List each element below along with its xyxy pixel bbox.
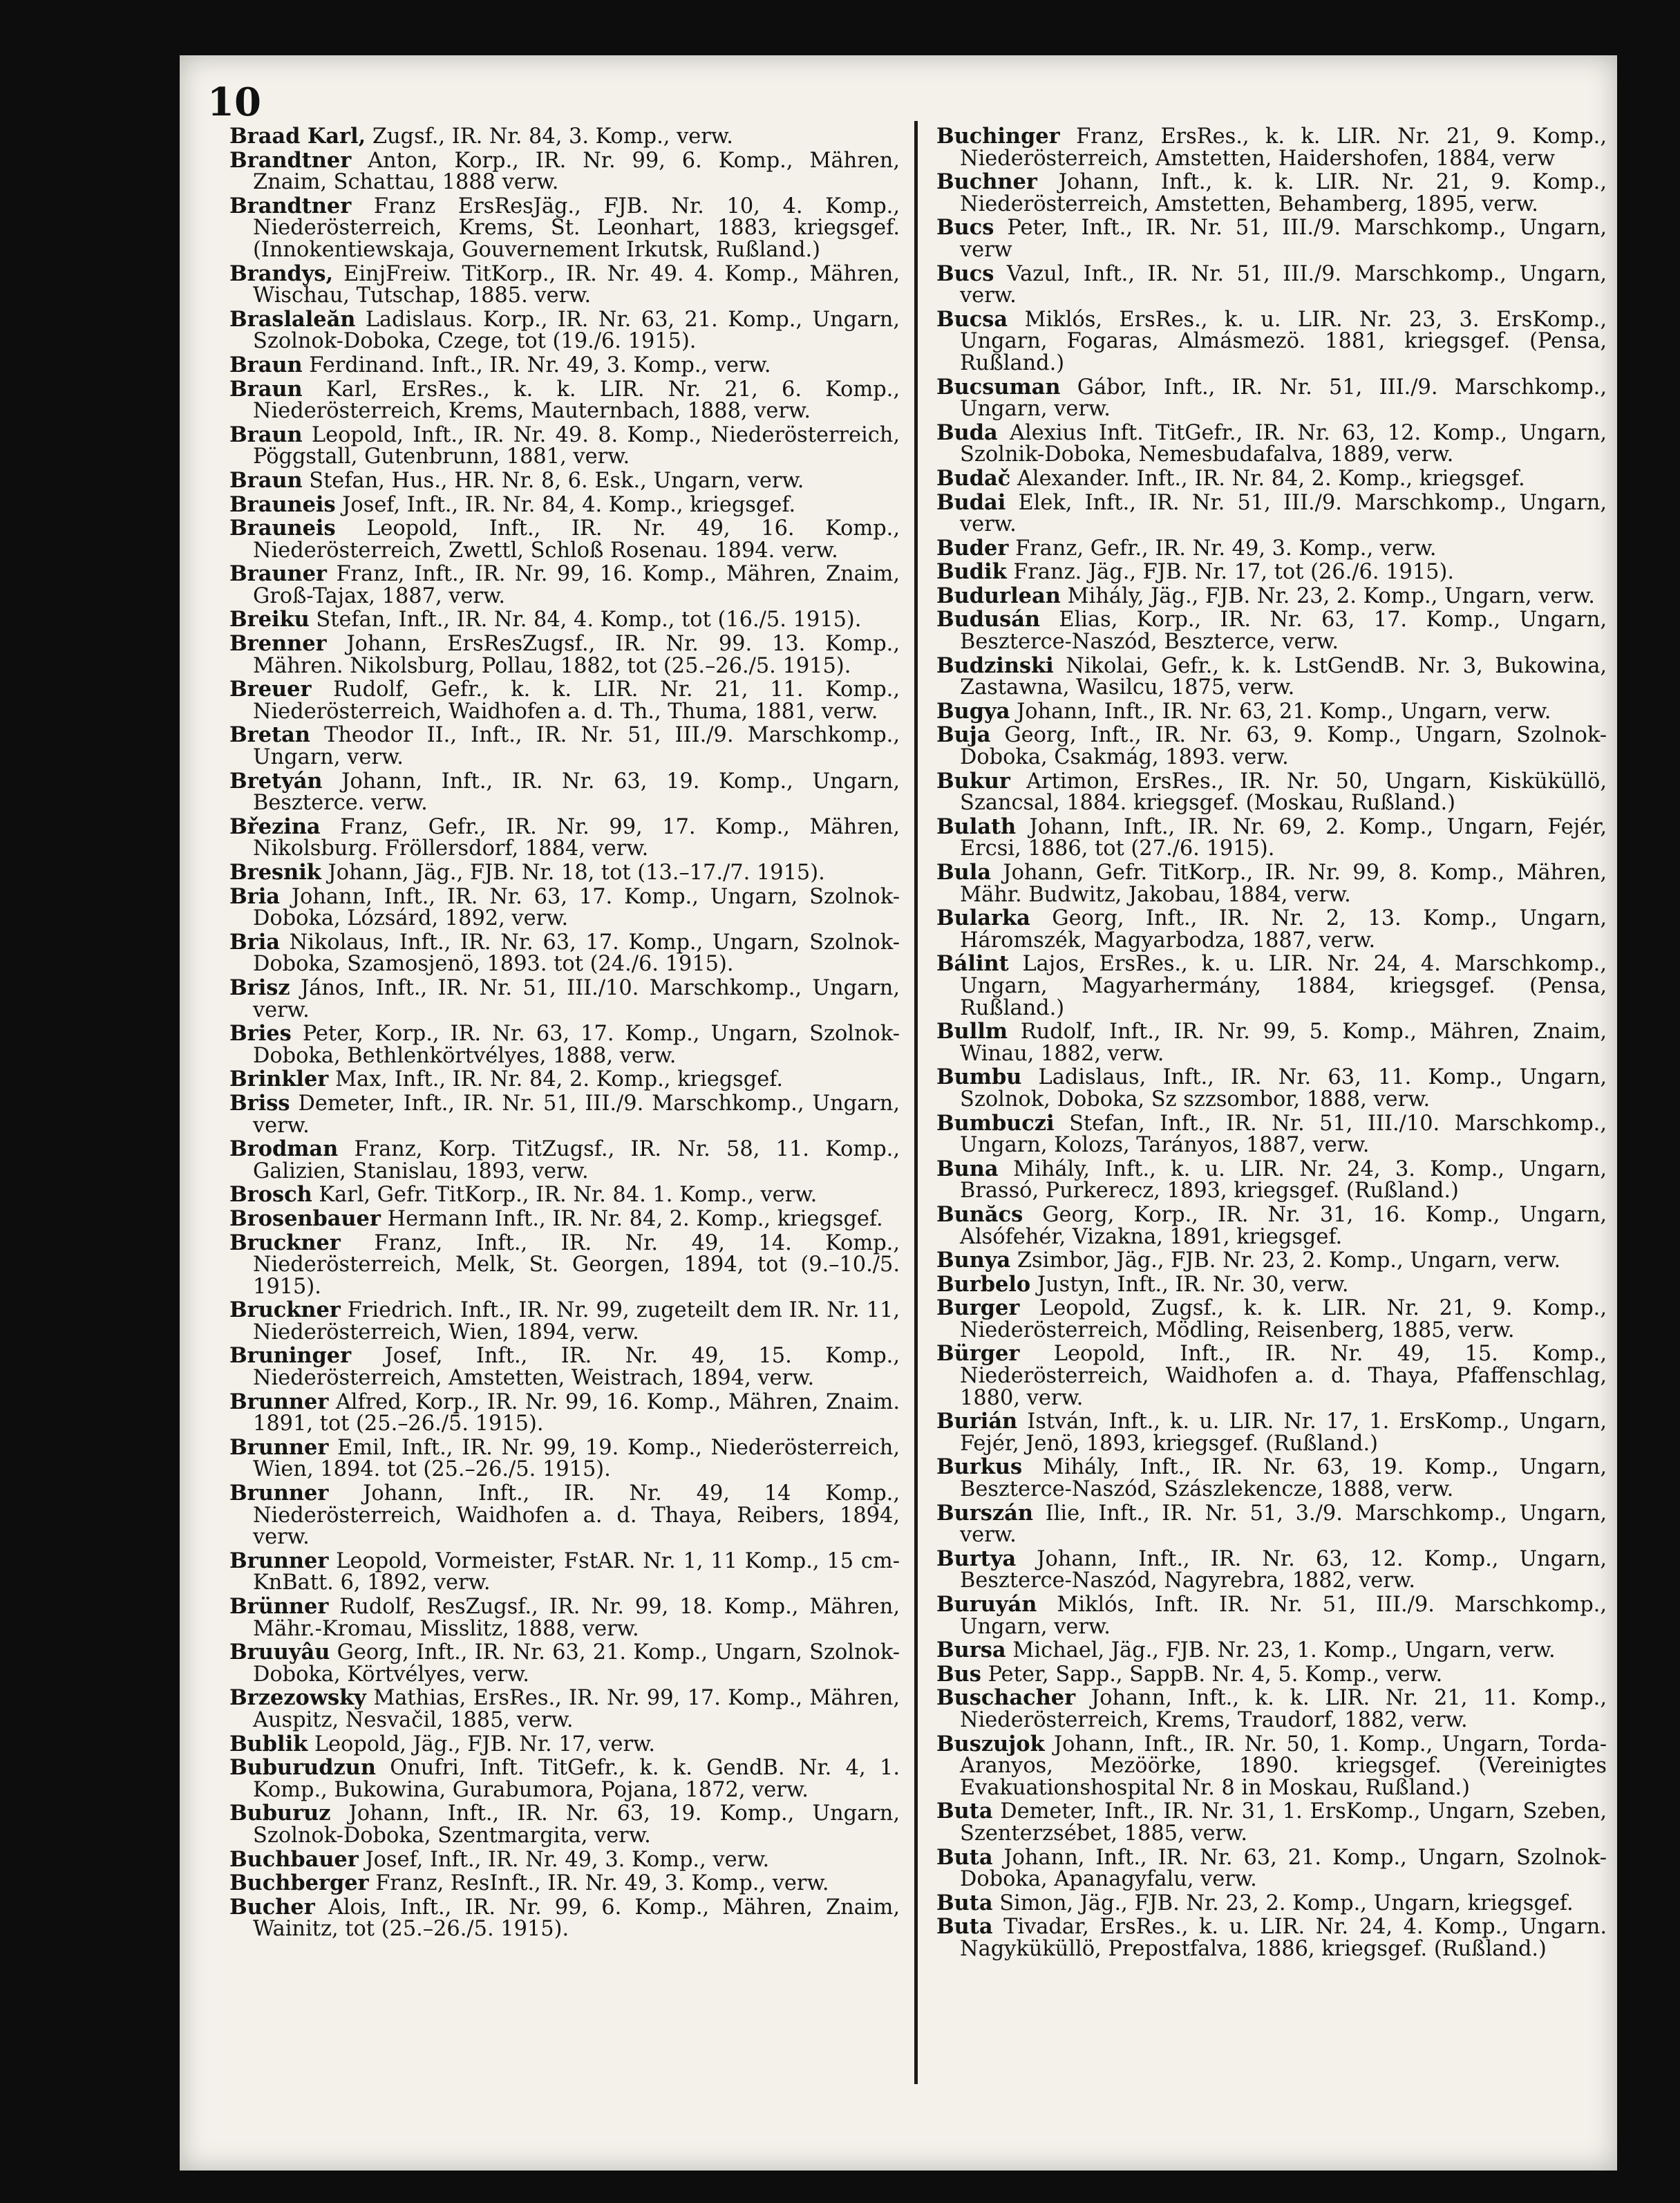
- roster-entry: [936, 768, 1607, 816]
- entry-details: Franz, Gefr., IR. Nr. 99, 17. Komp., Mähren, Nikolsburg. Fröllersdorf, 1884, verw.: [253, 814, 900, 861]
- entry-surname: Bulath: [936, 814, 1017, 839]
- entry-details: Franz, Korp. TitZugsf., IR. Nr. 58, 11. Komp., Galizien, Stanislau, 1893, verw.: [253, 1137, 900, 1183]
- entry-details: Demeter, Inft., IR. Nr. 31, 1. ErsKomp., Ungarn, Szeben, Szenterzsébet, 1885, verw.: [960, 1799, 1607, 1846]
- entry-details: Theodor II., Inft., IR. Nr. 51, III./9. Marschkomp., Ungarn, verw.: [253, 723, 900, 770]
- entry-surname: Brauneis: [229, 491, 336, 517]
- roster-entry: [936, 1343, 1607, 1409]
- roster-entry: [936, 585, 1607, 608]
- entry-surname: Budurlean: [936, 583, 1061, 608]
- entry-surname: Burger: [936, 1295, 1020, 1321]
- entry-details: Zsimbor, Jäg., FJB. Nr. 23, 2. Komp., Ungarn, verw.: [1017, 1248, 1561, 1273]
- roster-entry: [229, 977, 900, 1021]
- entry-surname: Bucs: [936, 261, 994, 286]
- entry-surname: Brunner: [229, 1389, 329, 1414]
- roster-entry: [936, 1594, 1607, 1638]
- roster-entry: [936, 953, 1607, 1019]
- entry-details: János, Inft., IR. Nr. 51, III./10. Marschkomp., Ungarn, verw.: [253, 975, 900, 1022]
- entry-surname: Bucsuman: [936, 374, 1061, 400]
- entry-surname: Bucsa: [936, 306, 1008, 332]
- entry-surname: Bria: [229, 883, 280, 909]
- entry-surname: Buburudzun: [229, 1755, 376, 1781]
- entry-surname: Braad Karl,: [229, 124, 366, 149]
- entry-details: Josef, Inft., IR. Nr. 49, 3. Komp., verw.: [365, 1847, 770, 1872]
- roster-entry: [936, 1021, 1607, 1065]
- roster-entry: [936, 1661, 1607, 1687]
- entry-details: Rudolf, ResZugsf., IR. Nr. 99, 18. Komp., Mähren, Mähr.-Kromau, Misslitz, 1888, verw.: [253, 1595, 900, 1641]
- entry-details: Alexander. Inft., IR. Nr. 84, 2. Komp., kriegsgef.: [1017, 466, 1525, 491]
- roster-entry: [936, 1916, 1607, 1960]
- entry-surname: Budik: [936, 559, 1007, 585]
- roster-entry: [229, 768, 900, 816]
- entry-details: Justyn, Inft., IR. Nr. 30, verw.: [1037, 1272, 1349, 1297]
- roster-entry: [229, 883, 900, 931]
- roster-entry: [936, 374, 1607, 422]
- entry-details: Artimon, ErsRes., IR. Nr. 50, Ungarn, Kisküküllö, Szancsal, 1884. kriegsgef. (Moskau, Rußland.): [960, 769, 1607, 816]
- roster-entry: [229, 193, 900, 262]
- entry-details: Josef, Inft., IR. Nr. 49, 15. Komp., Niederösterreich, Amstetten, Weistrach, 1894, verw.: [253, 1344, 900, 1391]
- entry-details: Peter, Sapp., SappB. Nr. 4, 5. Komp., verw.: [988, 1662, 1443, 1687]
- entry-details: Nikolai, Gefr., k. k. LstGendB. Nr. 3, Bukowina, Zastawna, Wasilcu, 1875, verw.: [960, 653, 1607, 700]
- roster-entry: [229, 563, 900, 607]
- entry-surname: Budzinski: [936, 653, 1054, 678]
- entry-details: Rudolf, Inft., IR. Nr. 99, 5. Komp., Mähren, Znaim, Winau, 1882, verw.: [960, 1020, 1607, 1066]
- roster-entry: [936, 126, 1607, 169]
- entry-details: Johann, Inft., IR. Nr. 63, 21. Komp., Ungarn, Szolnok-Doboka, Apanagyfalu, verw.: [960, 1845, 1607, 1892]
- column-divider: [914, 121, 918, 2084]
- entry-details: Johann, Inft., IR. Nr. 63, 19. Komp., Ungarn, Szolnok-Doboka, Szentmargita, verw.: [253, 1801, 900, 1848]
- roster-entry: [936, 655, 1607, 699]
- entry-details: Alois, Inft., IR. Nr. 99, 6. Komp., Mähren, Znaim, Wainitz, tot (25.–26./5. 1915).: [253, 1895, 900, 1942]
- entry-surname: Brosch: [229, 1182, 312, 1208]
- right-column: [936, 126, 1607, 1962]
- entry-details: EinjFreiw. TitKorp., IR. Nr. 49. 4. Komp., Mähren, Wischau, Tutschap, 1885. verw.: [253, 261, 900, 308]
- entry-details: Johann, Gefr. TitKorp., IR. Nr. 99, 8. Komp., Mähren, Mähr. Budwitz, Jakobau, 1884, verw.: [960, 861, 1607, 907]
- roster-entry: [229, 1391, 900, 1435]
- roster-entry: [229, 1297, 900, 1344]
- roster-entry: [936, 1731, 1607, 1800]
- roster-entry: [229, 1232, 900, 1298]
- roster-entry: [936, 561, 1607, 583]
- roster-entry: [936, 862, 1607, 906]
- entry-surname: Bularka: [936, 906, 1030, 931]
- entry-surname: Brandtner: [229, 193, 352, 218]
- roster-entry: [936, 217, 1607, 261]
- entry-details: Rudolf, Gefr., k. k. LIR. Nr. 21, 11. Komp., Niederösterreich, Waidhofen a. d. Th., Thuma, 1881, verw.: [253, 677, 900, 724]
- entry-surname: Buschacher: [936, 1685, 1076, 1711]
- roster-entry: [936, 306, 1607, 375]
- roster-entry: [229, 1483, 900, 1548]
- entry-surname: Bumbu: [936, 1065, 1022, 1090]
- roster-entry: [936, 465, 1607, 491]
- roster-entry: [229, 633, 900, 677]
- entry-details: Leopold, Inft., IR. Nr. 49, 15. Komp., Niederösterreich, Waidhofen a. d. Thaya, Pfaffenschlag, 1880, verw.: [960, 1342, 1607, 1410]
- entry-surname: Budusán: [936, 607, 1041, 632]
- left-column: [229, 126, 900, 1942]
- entry-details: Peter, Korp., IR. Nr. 63, 17. Komp., Ungarn, Szolnok-Doboka, Bethlenkörtvélyes, 1888, verw.: [253, 1022, 900, 1068]
- entry-surname: Burbelo: [936, 1271, 1031, 1297]
- roster-entry: [229, 1550, 900, 1594]
- entry-surname: Buchbauer: [229, 1846, 359, 1872]
- roster-entry: [936, 1801, 1607, 1844]
- roster-entry: [229, 1069, 900, 1091]
- entry-details: Johann, Inft., IR. Nr. 49, 14 Komp., Niederösterreich, Waidhofen a. d. Thaya, Reibers, 1894, verw.: [253, 1481, 900, 1550]
- entry-details: Mihály, Inft., k. u. LIR. Nr. 24, 3. Komp., Ungarn, Brassó, Purkerecz, 1893, kriegsgef. (Rußland.): [960, 1156, 1607, 1203]
- roster-entry: [936, 1456, 1607, 1500]
- entry-details: Stefan, Hus., HR. Nr. 8, 6. Esk., Ungarn, verw.: [309, 468, 804, 493]
- entry-details: Ladislaus. Korp., IR. Nr. 63, 21. Komp., Ungarn, Szolnok-Doboka, Czege, tot (19./6. 1915).: [253, 307, 900, 354]
- entry-surname: Bublik: [229, 1731, 308, 1756]
- roster-entry: [229, 518, 900, 561]
- roster-entry: [936, 489, 1607, 537]
- entry-surname: Brinkler: [229, 1067, 329, 1092]
- entry-surname: Braun: [229, 467, 303, 493]
- entry-details: Alexius Inft. TitGefr., IR. Nr. 63, 12. Komp., Ungarn, Szolnik-Doboka, Nemesbudafalva, 1889, verw.: [960, 420, 1607, 467]
- roster-entry: [936, 1411, 1607, 1454]
- entry-details: Simon, Jäg., FJB. Nr. 23, 2. Komp., Ungarn, kriegsgef.: [999, 1891, 1574, 1915]
- roster-entry: [936, 1844, 1607, 1892]
- roster-entry: [936, 422, 1607, 466]
- entry-details: Georg, Korp., IR. Nr. 31, 16. Komp., Ungarn, Alsófehér, Vizakna, 1891, kriegsgef.: [960, 1202, 1607, 1249]
- entry-surname: Braslaleăn: [229, 306, 356, 332]
- entry-details: Johann, Inft., IR. Nr. 63, 19. Komp., Ungarn, Beszterce. verw.: [253, 769, 900, 816]
- entry-details: Franz, ErsRes., k. k. LIR. Nr. 21, 9. Komp., Niederösterreich, Amstetten, Haidershofen, 1884, verw: [960, 124, 1607, 171]
- entry-details: Demeter, Inft., IR. Nr. 51, III./9. Marschkomp., Ungarn, verw.: [253, 1091, 900, 1138]
- entry-surname: Bucher: [229, 1894, 315, 1920]
- entry-surname: Bullm: [936, 1019, 1008, 1044]
- entry-surname: Bries: [229, 1021, 292, 1047]
- entry-details: Johann, Inft., IR. Nr. 63, 17. Komp., Ungarn, Szolnok-Doboka, Lózsárd, 1892, verw.: [253, 884, 900, 931]
- entry-surname: Brisz: [229, 975, 290, 1000]
- entry-surname: Braun: [229, 352, 303, 377]
- roster-entry: [936, 1500, 1607, 1548]
- roster-entry: [229, 1873, 900, 1895]
- entry-details: Tivadar, ErsRes., k. u. LIR. Nr. 24, 4. Komp., Ungarn. Nagyküküllö, Prepostfalva, 1886, kriegsgef. (Rußland.): [960, 1915, 1607, 1961]
- entry-surname: Brunner: [229, 1481, 329, 1506]
- entry-surname: Buchinger: [936, 124, 1060, 149]
- roster-entry: [229, 1731, 900, 1756]
- entry-details: Friedrich. Inft., IR. Nr. 99, zugeteilt dem IR. Nr. 11, Niederösterreich, Wien, 1894, verw.: [253, 1298, 900, 1344]
- roster-entry: [936, 535, 1607, 561]
- roster-entry: [229, 1642, 900, 1685]
- entry-surname: Buta: [936, 1914, 993, 1940]
- entry-details: Zugsf., IR. Nr. 84, 3. Komp., verw.: [372, 124, 733, 149]
- roster-entry: [936, 609, 1607, 653]
- entry-surname: Budai: [936, 489, 1006, 515]
- entry-details: Elek, Inft., IR. Nr. 51, III./9. Marschkomp., Ungarn, verw.: [960, 490, 1607, 537]
- entry-surname: Bunăcs: [936, 1201, 1023, 1227]
- entry-details: Karl, Gefr. TitKorp., IR. Nr. 84. 1. Komp., verw.: [319, 1183, 818, 1208]
- entry-details: Johann, Inft., IR. Nr. 50, 1. Komp., Ungarn, Torda-Aranyos, Mezöörke, 1890. kriegsgef. (Vereinigtes Evakuationshospital Nr. 8 in Moskau, Rußland.): [960, 1732, 1607, 1800]
- roster-entry: [229, 1846, 900, 1872]
- entry-surname: Buszujok: [936, 1731, 1045, 1756]
- entry-details: Karl, ErsRes., k. k. LIR. Nr. 21, 6. Komp., Niederösterreich, Krems, Mauternbach, 1888, verw.: [253, 377, 900, 424]
- roster-entry: [229, 1894, 900, 1942]
- entry-surname: Bruuyâu: [229, 1640, 330, 1665]
- entry-surname: Buchner: [936, 169, 1037, 195]
- roster-entry: [229, 679, 900, 722]
- entry-details: Stefan, Inft., IR. Nr. 51, III./10. Marschkomp., Ungarn, Kolozs, Tarányos, 1887, verw.: [960, 1111, 1607, 1158]
- roster-entry: [936, 724, 1607, 768]
- entry-surname: Bumbuczi: [936, 1110, 1055, 1136]
- entry-surname: Burkus: [936, 1454, 1023, 1480]
- roster-entry: [229, 424, 900, 468]
- roster-entry: [229, 1687, 900, 1731]
- roster-entry: [936, 1156, 1607, 1203]
- page-number: 10: [207, 79, 261, 125]
- entry-surname: Buta: [936, 1844, 993, 1870]
- entry-surname: Brodman: [229, 1136, 339, 1162]
- entry-surname: Buja: [936, 722, 991, 748]
- entry-details: Nikolaus, Inft., IR. Nr. 63, 17. Komp., Ungarn, Szolnok-Doboka, Szamosjenö, 1893. tot (24./6. 1915).: [253, 930, 900, 977]
- roster-entry: [936, 1548, 1607, 1592]
- roster-entry: [229, 1184, 900, 1206]
- roster-entry: [936, 1067, 1607, 1110]
- entry-surname: Buchberger: [229, 1871, 369, 1896]
- entry-details: Franz ErsResJäg., FJB. Nr. 10, 4. Komp., Niederösterreich, Krems, St. Leonhart, 1883, kriegsgef. (Innokentiewskaja, Gouvernement Irkutsk, Rußland.): [253, 194, 900, 262]
- roster-entry: [936, 1250, 1607, 1272]
- entry-surname: Buder: [936, 535, 1009, 561]
- roster-entry: [229, 1596, 900, 1640]
- entry-surname: Bucs: [936, 215, 994, 241]
- entry-details: Max, Inft., IR. Nr. 84, 2. Komp., kriegsgef.: [334, 1067, 784, 1092]
- entry-details: Georg, Inft., IR. Nr. 2, 13. Komp., Ungarn, Háromszék, Magyarbodza, 1887, verw.: [960, 906, 1607, 953]
- roster-entry: [936, 1297, 1607, 1341]
- entry-details: Peter, Inft., IR. Nr. 51, III./9. Marschkomp., Ungarn, verw: [960, 216, 1607, 262]
- roster-entry: [229, 263, 900, 307]
- entry-details: Miklós, Inft. IR. Nr. 51, III./9. Marschkomp., Ungarn, verw.: [960, 1593, 1607, 1639]
- roster-entry: [936, 816, 1607, 860]
- entry-surname: Brunner: [229, 1434, 329, 1460]
- roster-entry: [229, 1803, 900, 1846]
- roster-entry: [229, 147, 900, 195]
- roster-entry: [936, 1201, 1607, 1249]
- entry-surname: Bunya: [936, 1248, 1011, 1273]
- entry-details: Leopold, Jäg., FJB. Nr. 17, verw.: [314, 1732, 656, 1756]
- entry-surname: Brosenbauer: [229, 1206, 381, 1231]
- entry-details: Onufri, Inft. TitGefr., k. k. GendB. Nr. 4, 1. Komp., Bukowina, Gurabumora, Pojana, 1872, verw.: [253, 1756, 900, 1802]
- entry-details: Ilie, Inft., IR. Nr. 51, 3./9. Marschkomp., Ungarn, verw.: [960, 1501, 1607, 1548]
- entry-details: Franz, ResInft., IR. Nr. 49, 3. Komp., verw.: [375, 1871, 829, 1896]
- entry-surname: Bugya: [936, 698, 1010, 724]
- entry-details: Johann, Inft., IR. Nr. 63, 12. Komp., Ungarn, Beszterce-Naszód, Nagyrebra, 1882, verw.: [960, 1546, 1607, 1593]
- entry-details: Leopold, Inft., IR. Nr. 49. 8. Komp., Niederösterreich, Pöggstall, Gutenbrunn, 1881, verw.: [253, 422, 900, 469]
- roster-entry: [229, 1023, 900, 1067]
- entry-details: István, Inft., k. u. LIR. Nr. 17, 1. ErsKomp., Ungarn, Fejér, Jenö, 1893, kriegsgef. (Rußland.): [960, 1409, 1607, 1456]
- roster-entry: [229, 609, 900, 631]
- entry-details: Johann, Jäg., FJB. Nr. 18, tot (13.–17./7. 1915).: [328, 861, 825, 885]
- roster-entry: [229, 1090, 900, 1138]
- entry-surname: Bria: [229, 929, 280, 955]
- entry-surname: Bresnik: [229, 860, 321, 885]
- entry-details: Johann, Inft., k. k. LIR. Nr. 21, 9. Komp., Niederösterreich, Amstetten, Behamberg, 1895, verw.: [960, 170, 1607, 216]
- entry-details: Franz, Gefr., IR. Nr. 49, 3. Komp., verw.: [1015, 536, 1437, 561]
- roster-entry: [229, 1434, 900, 1482]
- entry-surname: Bürger: [936, 1341, 1020, 1367]
- entry-details: Johann, Inft., IR. Nr. 63, 21. Komp., Ungarn, verw.: [1017, 699, 1551, 724]
- entry-details: Georg, Inft., IR. Nr. 63, 9. Komp., Ungarn, Szolnok-Doboka, Csakmág, 1893. verw.: [960, 723, 1607, 770]
- document-page: [180, 55, 1617, 2171]
- roster-entry: [229, 1208, 900, 1230]
- entry-surname: Buburuz: [229, 1801, 331, 1826]
- entry-surname: Buna: [936, 1156, 999, 1181]
- entry-surname: Burtya: [936, 1546, 1017, 1571]
- entry-details: Emil, Inft., IR. Nr. 99, 19. Komp., Niederösterreich, Wien, 1894. tot (25.–26./5. 1915).: [253, 1435, 900, 1482]
- entry-details: Miklós, ErsRes., k. u. LIR. Nr. 23, 3. ErsKomp., Ungarn, Fogaras, Almásmezö. 1881, kriegsgef. (Pensa, Rußland.): [960, 307, 1607, 375]
- roster-entry: [229, 929, 900, 977]
- entry-surname: Breuer: [229, 677, 312, 702]
- entry-details: Vazul, Inft., IR. Nr. 51, III./9. Marschkomp., Ungarn, verw.: [960, 261, 1607, 308]
- entry-surname: Briss: [229, 1090, 290, 1116]
- roster-entry: [936, 171, 1607, 215]
- roster-entry: [936, 263, 1607, 307]
- roster-entry: [229, 862, 900, 884]
- entry-surname: Breiku: [229, 607, 310, 632]
- entry-surname: Burián: [936, 1409, 1018, 1434]
- entry-surname: Brzezowsky: [229, 1685, 366, 1711]
- entry-surname: Bretan: [229, 722, 310, 748]
- entry-surname: Bukur: [936, 768, 1010, 794]
- entry-surname: Brauneis: [229, 516, 336, 541]
- entry-details: Ferdinand. Inft., IR. Nr. 49, 3. Komp., verw.: [309, 353, 771, 377]
- entry-surname: Brunner: [229, 1548, 329, 1573]
- entry-surname: Brenner: [229, 631, 327, 657]
- entry-details: Leopold, Inft., IR. Nr. 49, 16. Komp., Niederösterreich, Zwettl, Schloß Rosenau. 1894. verw.: [253, 516, 900, 563]
- roster-entry: [229, 376, 900, 424]
- entry-surname: Buda: [936, 420, 998, 445]
- roster-entry: [229, 1757, 900, 1801]
- roster-entry: [936, 1890, 1607, 1915]
- entry-surname: Burszán: [936, 1500, 1033, 1526]
- entry-surname: Budač: [936, 465, 1011, 491]
- entry-surname: Braun: [229, 422, 303, 447]
- entry-details: Georg, Inft., IR. Nr. 63, 21. Komp., Ungarn, Szolnok-Doboka, Körtvélyes, verw.: [253, 1640, 900, 1687]
- entry-surname: Bursa: [936, 1638, 1006, 1663]
- roster-entry: [229, 816, 900, 860]
- entry-details: Gábor, Inft., IR. Nr. 51, III./9. Marschkomp., Ungarn, verw.: [960, 375, 1607, 422]
- entry-surname: Březina: [229, 814, 321, 839]
- entry-details: Hermann Inft., IR. Nr. 84, 2. Komp., kriegsgef.: [387, 1206, 883, 1231]
- entry-surname: Brauner: [229, 561, 327, 587]
- roster-entry: [229, 1345, 900, 1389]
- roster-entry: [229, 306, 900, 354]
- roster-entry: [936, 1640, 1607, 1662]
- entry-surname: Bálint: [936, 951, 1009, 977]
- entry-details: Ladislaus, Inft., IR. Nr. 63, 11. Komp., Ungarn, Szolnok, Doboka, Sz szzsombor, 1888, verw.: [960, 1065, 1607, 1112]
- entry-surname: Brandys,: [229, 261, 334, 286]
- entry-surname: Bula: [936, 860, 992, 885]
- roster-entry: [936, 698, 1607, 724]
- roster-entry: [229, 467, 900, 493]
- roster-entry: [936, 908, 1607, 951]
- roster-entry: [229, 126, 900, 148]
- entry-details: Elias, Korp., IR. Nr. 63, 17. Komp., Ungarn, Beszterce-Naszód, Beszterce, verw.: [960, 608, 1607, 655]
- entry-details: Anton, Korp., IR. Nr. 99, 6. Komp., Mähren, Znaim, Schattau, 1888 verw.: [253, 148, 900, 195]
- entry-details: Johann, Inft., k. k. LIR. Nr. 21, 11. Komp., Niederösterreich, Krems, Traudorf, 1882, verw.: [960, 1686, 1607, 1732]
- entry-details: Leopold, Zugsf., k. k. LIR. Nr. 21, 9. Komp., Niederösterreich, Mödling, Reisenberg, 1885, verw.: [960, 1296, 1607, 1342]
- entry-surname: Braun: [229, 376, 303, 402]
- entry-surname: Bruckner: [229, 1230, 341, 1255]
- entry-surname: Brünner: [229, 1594, 329, 1619]
- entry-details: Mathias, ErsRes., IR. Nr. 99, 17. Komp., Mähren, Auspitz, Nesvačil, 1885, verw.: [253, 1686, 900, 1732]
- entry-details: Stefan, Inft., IR. Nr. 84, 4. Komp., tot (16./5. 1915).: [316, 608, 862, 632]
- roster-entry: [229, 352, 900, 377]
- entry-details: Franz. Jäg., FJB. Nr. 17, tot (26./6. 1915).: [1013, 560, 1455, 585]
- entry-details: Mihály, Jäg., FJB. Nr. 23, 2. Komp., Ungarn, verw.: [1067, 583, 1595, 608]
- roster-entry: [936, 1687, 1607, 1731]
- entry-surname: Bruckner: [229, 1297, 341, 1323]
- entry-details: Mihály, Inft., IR. Nr. 63, 19. Komp., Ungarn, Beszterce-Naszód, Szászlekencze, 1888, verw.: [960, 1455, 1607, 1502]
- roster-entry: [229, 1138, 900, 1182]
- entry-details: Michael, Jäg., FJB. Nr. 23, 1. Komp., Ungarn, verw.: [1012, 1638, 1556, 1663]
- entry-surname: Bus: [936, 1661, 981, 1687]
- entry-details: Johann, ErsResZugsf., IR. Nr. 99. 13. Komp., Mähren. Nikolsburg, Pollau, 1882, tot (25.–26./5. 1915).: [253, 632, 900, 678]
- entry-details: Leopold, Vormeister, FstAR. Nr. 1, 11 Komp., 15 cm-KnBatt. 6, 1892, verw.: [253, 1548, 900, 1595]
- entry-surname: Bretyán: [229, 768, 323, 794]
- entry-details: Josef, Inft., IR. Nr. 84, 4. Komp., kriegsgef.: [342, 492, 796, 517]
- entry-surname: Buruyán: [936, 1592, 1037, 1617]
- entry-details: Franz, Inft., IR. Nr. 49, 14. Komp., Niederösterreich, Melk, St. Georgen, 1894, tot (9.–10./5. 1915).: [253, 1230, 900, 1299]
- roster-entry: [936, 1271, 1607, 1297]
- entry-details: Johann, Inft., IR. Nr. 69, 2. Komp., Ungarn, Fejér, Ercsi, 1886, tot (27./6. 1915).: [960, 814, 1607, 861]
- entry-surname: Brandtner: [229, 147, 352, 173]
- entry-details: Franz, Inft., IR. Nr. 99, 16. Komp., Mähren, Znaim, Groß-Tajax, 1887, verw.: [253, 562, 900, 608]
- roster-entry: [936, 1110, 1607, 1158]
- roster-entry: [229, 491, 900, 517]
- roster-entry: [229, 724, 900, 768]
- entry-details: Alfred, Korp., IR. Nr. 99, 16. Komp., Mähren, Znaim. 1891, tot (25.–26./5. 1915).: [253, 1389, 900, 1436]
- entry-surname: Buta: [936, 1890, 993, 1915]
- entry-surname: Bruninger: [229, 1343, 352, 1369]
- entry-surname: Buta: [936, 1799, 993, 1824]
- entry-details: Lajos, ErsRes., k. u. LIR. Nr. 24, 4. Marschkomp., Ungarn, Magyarhermány, 1884, kriegsgef. (Pensa, Rußland.): [960, 952, 1607, 1020]
